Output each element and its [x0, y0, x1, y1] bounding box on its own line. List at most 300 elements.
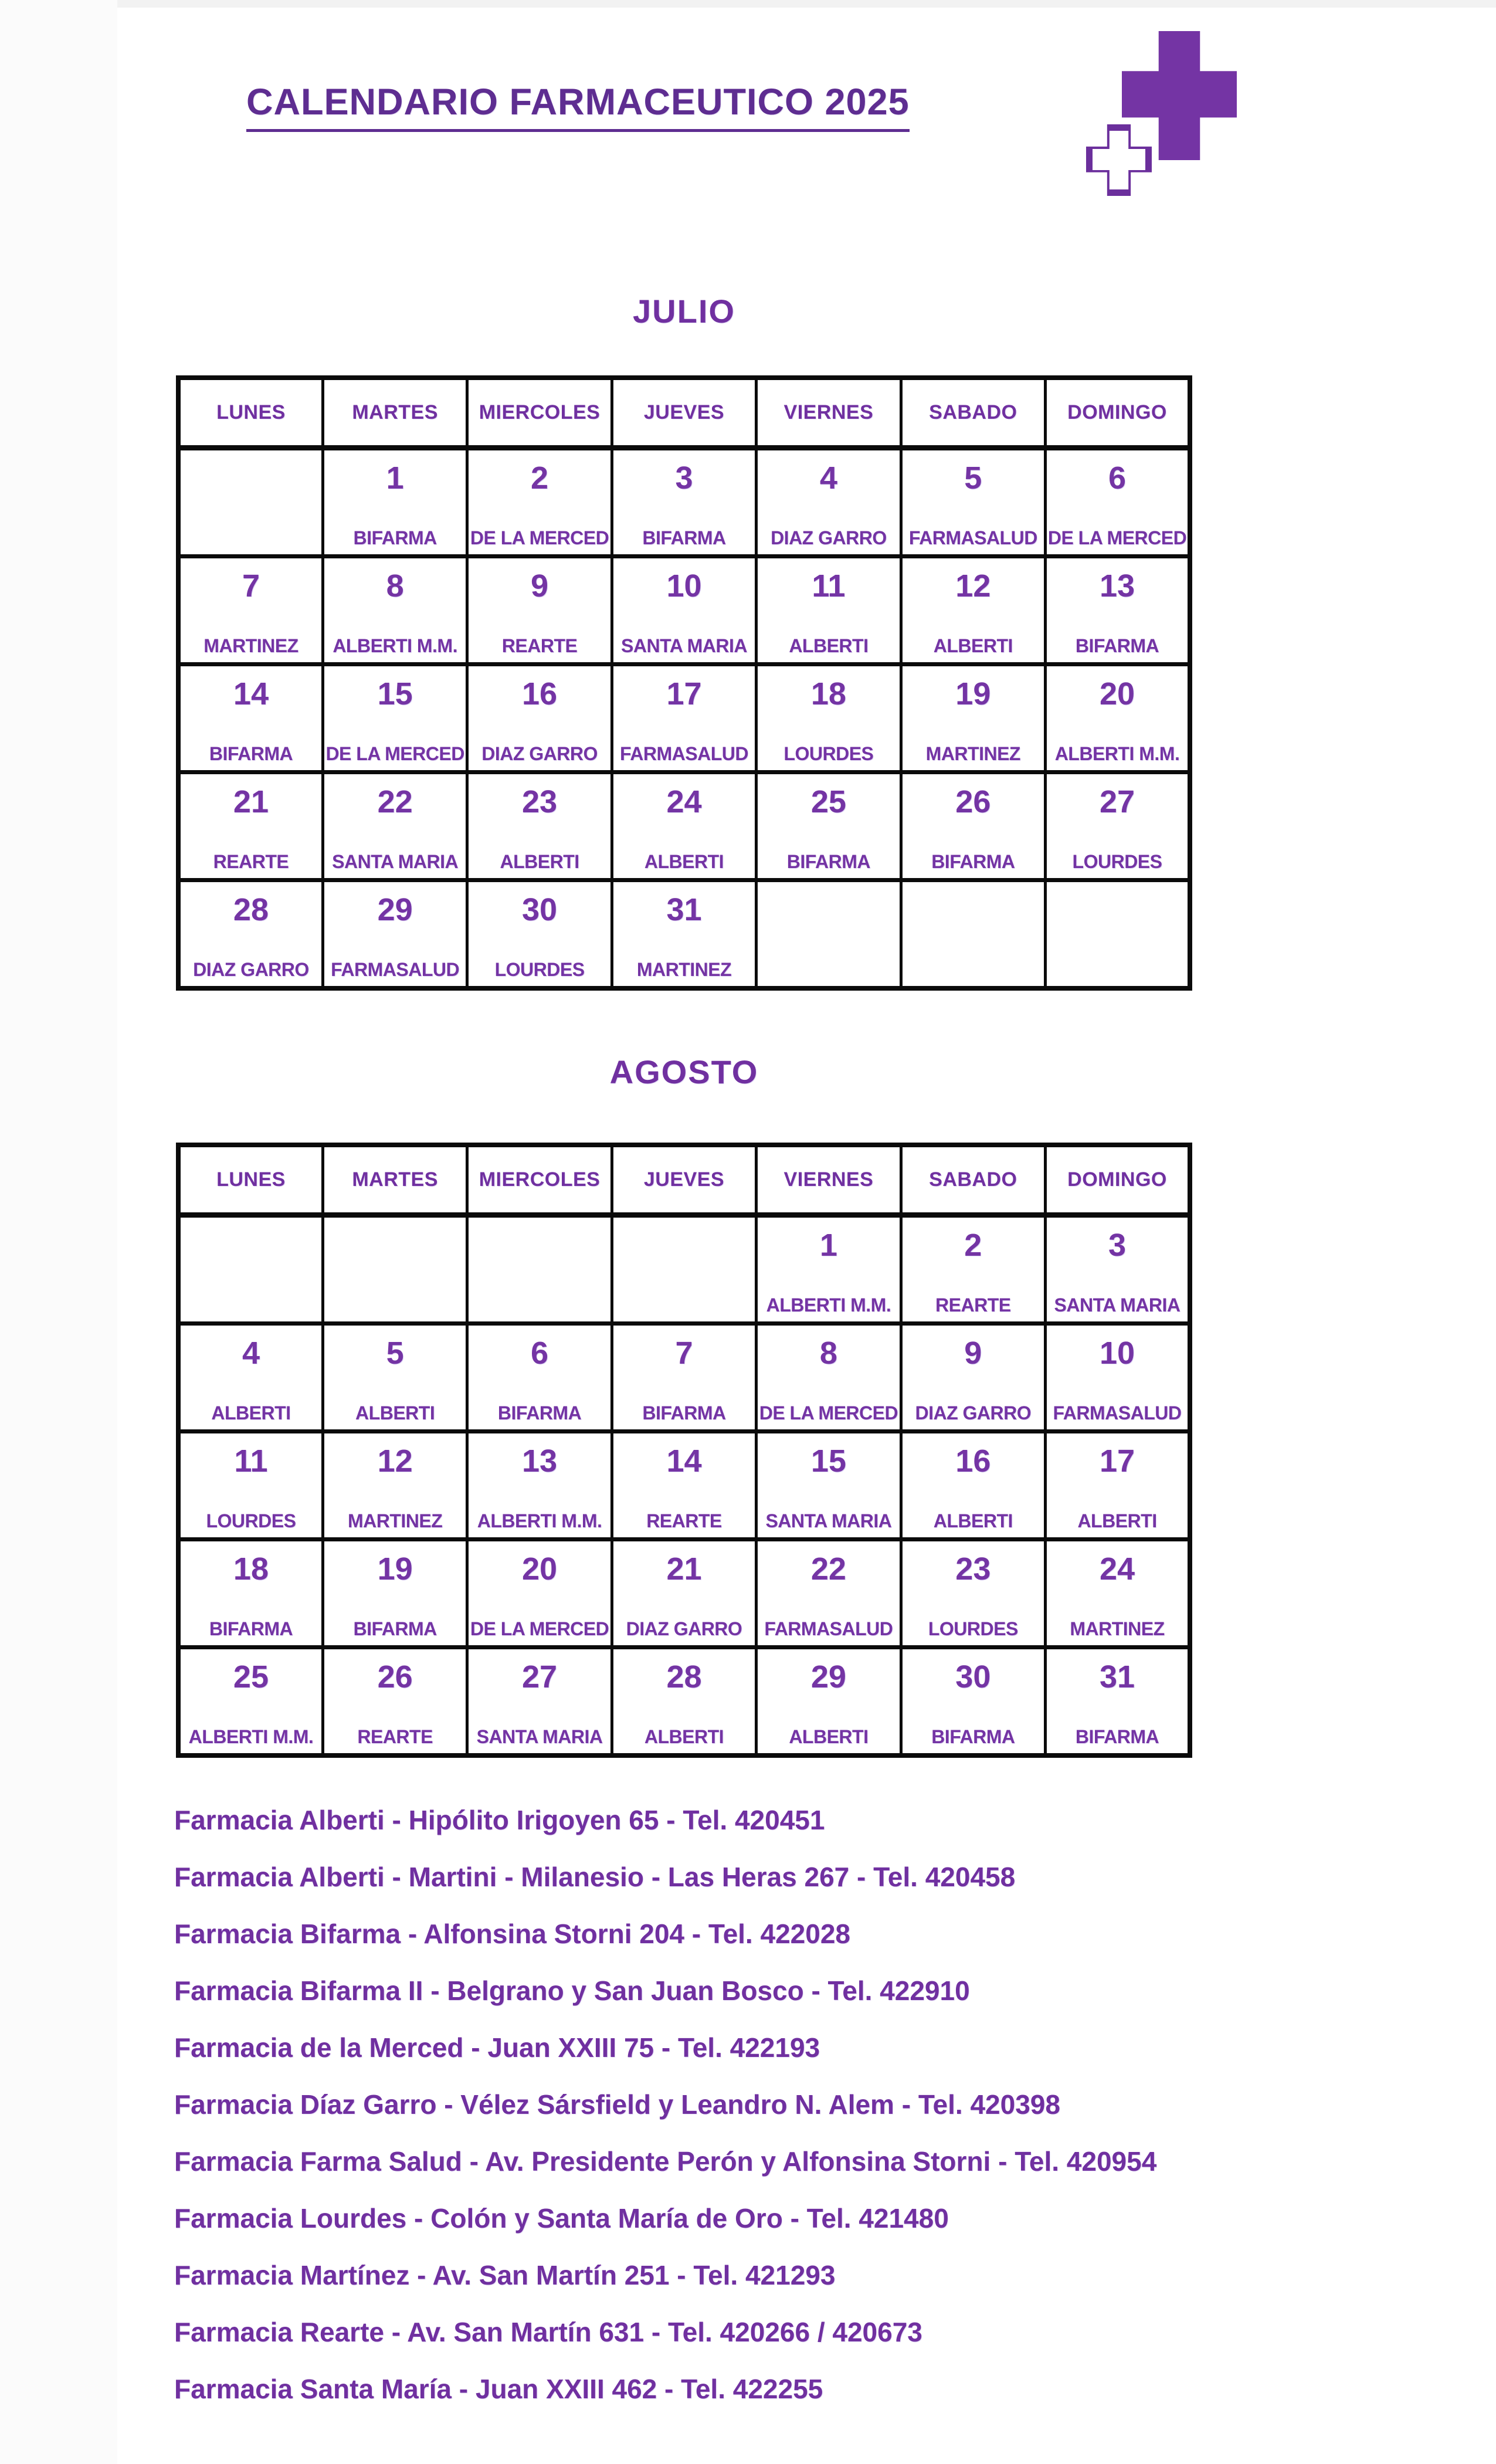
day-number: 31	[1099, 1659, 1135, 1694]
day-number: 9	[964, 1336, 982, 1371]
day-number: 23	[522, 784, 558, 819]
page-top-edge	[0, 0, 1496, 8]
day-cell	[612, 557, 756, 665]
day-cell-content	[613, 1541, 755, 1645]
day-cell	[757, 1324, 901, 1432]
day-number: 22	[810, 1551, 846, 1587]
day-number: 18	[233, 1551, 269, 1587]
day-cell	[612, 772, 756, 880]
pharmacy-list-item: Farmacia Alberti - Hipólito Irigoyen 65 - Tel. 420451	[174, 1805, 825, 1835]
day-cell	[1046, 1648, 1190, 1756]
day-cell	[757, 448, 901, 557]
pharmacy-name: MARTINEZ	[347, 1510, 443, 1531]
day-number: 31	[666, 892, 702, 927]
pharmacy-name: REARTE	[501, 635, 578, 656]
day-cell	[178, 1648, 323, 1756]
pharmacy-name: BIFARMA	[931, 851, 1015, 872]
day-cell	[467, 557, 612, 665]
pharmacy-name: SANTA MARIA	[476, 1726, 603, 1747]
day-number: 27	[522, 1659, 558, 1694]
day-cell-content	[469, 1649, 610, 1753]
day-cell-content	[181, 450, 321, 554]
day-cell	[612, 1648, 756, 1756]
pharmacy-name: REARTE	[357, 1726, 433, 1747]
day-number: 19	[955, 676, 991, 711]
pharmacy-list-item: Farmacia Santa María - Juan XXIII 462 - Tel. 422255	[174, 2374, 823, 2404]
week-row	[178, 880, 1190, 989]
day-cell-content	[903, 558, 1044, 662]
calendar-table-julio	[176, 375, 1192, 991]
day-cell	[323, 1324, 467, 1432]
day-cell-content	[469, 1326, 610, 1429]
day-cell	[612, 665, 756, 772]
calendar-table-agosto	[176, 1143, 1192, 1758]
week-row	[178, 557, 1190, 665]
empty-day-cell	[1046, 880, 1190, 989]
day-number: 10	[1099, 1336, 1135, 1371]
day-cell	[757, 557, 901, 665]
day-cell	[612, 1540, 756, 1648]
day-number: 24	[1099, 1551, 1135, 1587]
day-cell	[323, 1432, 467, 1540]
day-cell	[1046, 1432, 1190, 1540]
day-cell	[1046, 1540, 1190, 1648]
pharmacy-name: ALBERTI	[355, 1402, 435, 1424]
big-cross-fill	[1122, 31, 1237, 160]
empty-day-cell	[323, 1215, 467, 1324]
day-cell	[757, 772, 901, 880]
pharmacy-name: DIAZ GARRO	[481, 743, 598, 764]
day-cell-content	[1047, 1326, 1188, 1429]
day-number: 4	[819, 460, 837, 496]
day-cell-content	[758, 666, 899, 770]
day-cell-content	[903, 882, 1044, 986]
day-cell	[467, 1324, 612, 1432]
day-cell-content	[758, 1326, 899, 1429]
day-number: 21	[666, 1551, 702, 1587]
day-number: 8	[819, 1336, 837, 1371]
day-number: 28	[666, 1659, 702, 1694]
day-cell	[757, 1432, 901, 1540]
week-row	[178, 1432, 1190, 1540]
pharmacy-list	[174, 1792, 1156, 2418]
weekday-header: VIERNES	[757, 1145, 901, 1215]
day-number: 29	[810, 1659, 846, 1694]
pharmacy-name: DE LA MERCED	[470, 1618, 609, 1639]
day-number: 30	[522, 892, 558, 927]
pharmacy-name: ALBERTI M.M.	[766, 1294, 891, 1316]
day-cell	[901, 772, 1045, 880]
day-cell-content	[613, 558, 755, 662]
day-cell	[467, 1540, 612, 1648]
pharmacy-name: ALBERTI	[933, 1510, 1013, 1531]
day-number: 23	[955, 1551, 991, 1587]
pharmacy-name: BIFARMA	[1075, 635, 1159, 656]
weekday-header: MARTES	[323, 378, 467, 448]
day-cell-content	[181, 1649, 321, 1753]
day-number: 3	[1108, 1228, 1127, 1263]
weekday-header: MIERCOLES	[467, 1145, 612, 1215]
pharmacy-name: LOURDES	[206, 1510, 296, 1531]
day-number: 26	[377, 1659, 413, 1694]
day-cell	[1046, 1324, 1190, 1432]
day-number: 6	[1108, 460, 1127, 496]
day-cell-content	[181, 1541, 321, 1645]
day-cell	[757, 1648, 901, 1756]
weekday-header: DOMINGO	[1046, 1145, 1190, 1215]
day-cell	[467, 880, 612, 989]
day-cell	[323, 665, 467, 772]
pharmacy-name: DIAZ GARRO	[915, 1402, 1032, 1424]
pharmacy-name: SANTA MARIA	[1054, 1294, 1180, 1316]
pharmacy-name: BIFARMA	[353, 527, 437, 548]
pharmacy-name: DIAZ GARRO	[771, 527, 887, 548]
day-number: 4	[242, 1336, 260, 1371]
pharmacy-name: ALBERTI M.M.	[188, 1726, 314, 1747]
day-number: 14	[233, 676, 269, 711]
day-cell	[901, 557, 1045, 665]
day-cell-content	[324, 450, 466, 554]
day-cell-content	[1047, 1649, 1188, 1753]
day-cell-content	[181, 666, 321, 770]
day-cell-content	[324, 1326, 466, 1429]
day-cell	[1046, 665, 1190, 772]
day-cell	[178, 557, 323, 665]
day-cell-content	[758, 774, 899, 878]
day-number: 16	[522, 676, 558, 711]
day-cell	[901, 1648, 1045, 1756]
day-cell-content	[758, 1649, 899, 1753]
day-cell-content	[324, 666, 466, 770]
pharmacy-name: DIAZ GARRO	[626, 1618, 742, 1639]
day-number: 1	[386, 460, 404, 496]
day-cell-content	[469, 1541, 610, 1645]
pharmacy-name: MARTINEZ	[203, 635, 298, 656]
day-cell	[901, 665, 1045, 772]
day-cell-content	[758, 1541, 899, 1645]
pharmacy-name: ALBERTI M.M.	[477, 1510, 602, 1531]
pharmacy-name: BIFARMA	[786, 851, 871, 872]
day-cell	[467, 772, 612, 880]
pharmacy-list-item: Farmacia Martínez - Av. San Martín 251 - Tel. 421293	[174, 2260, 836, 2290]
pharmacy-name: FARMASALUD	[331, 959, 460, 980]
day-cell-content	[469, 1218, 610, 1321]
week-row	[178, 1648, 1190, 1756]
day-number: 14	[666, 1443, 702, 1479]
day-cell-content	[903, 1326, 1044, 1429]
pharmacy-name: DE LA MERCED	[325, 743, 464, 764]
day-cell-content	[613, 1326, 755, 1429]
pharmacy-name: SANTA MARIA	[332, 851, 459, 872]
day-number: 15	[377, 676, 413, 711]
empty-day-cell	[178, 1215, 323, 1324]
pharmacy-name: LOURDES	[1072, 851, 1162, 872]
day-cell	[757, 1540, 901, 1648]
day-cell-content	[324, 882, 466, 986]
day-cell-content	[613, 774, 755, 878]
pharmacy-name: REARTE	[646, 1510, 722, 1531]
day-number: 22	[377, 784, 413, 819]
day-number: 26	[955, 784, 991, 819]
day-cell	[323, 448, 467, 557]
pharmacy-name: FARMASALUD	[1053, 1402, 1182, 1424]
day-number: 18	[810, 676, 846, 711]
pharmacy-name: ALBERTI	[789, 635, 869, 656]
day-number: 5	[386, 1336, 404, 1371]
weekday-header: JUEVES	[612, 378, 756, 448]
day-cell-content	[613, 882, 755, 986]
pharmacy-name: LOURDES	[928, 1618, 1018, 1639]
day-number: 11	[812, 568, 846, 604]
day-cell-content	[1047, 1433, 1188, 1537]
small-cross-fill	[1093, 131, 1145, 189]
day-number: 16	[955, 1443, 991, 1479]
month-title-julio: JULIO	[633, 293, 735, 330]
day-number: 30	[955, 1659, 991, 1694]
weekday-header: SABADO	[901, 378, 1045, 448]
pharmacy-name: ALBERTI M.M.	[1054, 743, 1180, 764]
pharmacy-name: ALBERTI	[211, 1402, 291, 1424]
day-cell	[901, 1324, 1045, 1432]
day-cell	[1046, 772, 1190, 880]
pharmacy-name: MARTINEZ	[1070, 1618, 1165, 1639]
pharmacy-list-item: Farmacia Lourdes - Colón y Santa María de Oro - Tel. 421480	[174, 2203, 949, 2233]
pharmacy-list-item: Farmacia Bifarma - Alfonsina Storni 204 - Tel. 422028	[174, 1919, 850, 1949]
week-row	[178, 772, 1190, 880]
pharmacy-name: BIFARMA	[209, 743, 293, 764]
day-cell	[901, 1540, 1045, 1648]
day-cell	[612, 1432, 756, 1540]
pharmacy-name: ALBERTI	[789, 1726, 869, 1747]
day-cell	[178, 1432, 323, 1540]
small-pharmacy-cross-icon	[1086, 124, 1152, 196]
day-cell-content	[324, 1218, 466, 1321]
day-number: 20	[1099, 676, 1135, 711]
weekday-header-row	[178, 378, 1190, 448]
pharmacy-name: MARTINEZ	[925, 743, 1020, 764]
weekday-header: LUNES	[178, 378, 323, 448]
pharmacy-name: FARMASALUD	[764, 1618, 893, 1639]
day-number: 2	[964, 1228, 982, 1263]
pharmacy-name: DE LA MERCED	[1047, 527, 1187, 548]
week-row	[178, 1215, 1190, 1324]
day-cell-content	[469, 450, 610, 554]
day-cell	[612, 1324, 756, 1432]
weekday-header: DOMINGO	[1046, 378, 1190, 448]
day-cell	[323, 557, 467, 665]
day-cell	[901, 1215, 1045, 1324]
day-cell-content	[469, 882, 610, 986]
day-cell-content	[903, 774, 1044, 878]
day-cell-content	[613, 666, 755, 770]
day-cell-content	[181, 1218, 321, 1321]
day-number: 12	[955, 568, 991, 604]
day-cell	[757, 1215, 901, 1324]
day-number: 13	[522, 1443, 558, 1479]
day-number: 29	[377, 892, 413, 927]
day-number: 12	[377, 1443, 413, 1479]
day-cell-content	[181, 1326, 321, 1429]
day-cell-content	[1047, 882, 1188, 986]
day-cell	[1046, 1215, 1190, 1324]
day-cell-content	[758, 1218, 899, 1321]
pharmacy-name: REARTE	[935, 1294, 1011, 1316]
day-cell-content	[613, 1218, 755, 1321]
pharmacy-name: BIFARMA	[497, 1402, 582, 1424]
pharmacy-name: SANTA MARIA	[765, 1510, 892, 1531]
week-row	[178, 448, 1190, 557]
empty-day-cell	[612, 1215, 756, 1324]
day-cell-content	[758, 1433, 899, 1537]
pharmacy-name: REARTE	[213, 851, 289, 872]
day-cell	[178, 665, 323, 772]
pharmacy-name: BIFARMA	[1075, 1726, 1159, 1747]
pharmacy-name: SANTA MARIA	[621, 635, 747, 656]
pharmacy-list-item: Farmacia de la Merced - Juan XXIII 75 - Tel. 422193	[174, 2032, 820, 2063]
day-cell	[1046, 448, 1190, 557]
day-number: 8	[386, 568, 404, 604]
day-cell	[178, 880, 323, 989]
day-cell-content	[469, 1433, 610, 1537]
empty-day-cell	[178, 448, 323, 557]
pharmacy-name: FARMASALUD	[619, 743, 748, 764]
day-cell-content	[324, 774, 466, 878]
day-cell-content	[324, 558, 466, 662]
day-cell-content	[613, 450, 755, 554]
day-number: 15	[810, 1443, 846, 1479]
day-cell-content	[613, 1649, 755, 1753]
pharmacy-name: BIFARMA	[931, 1726, 1015, 1747]
day-cell	[467, 448, 612, 557]
weekday-header: VIERNES	[757, 378, 901, 448]
day-number: 5	[964, 460, 982, 496]
day-number: 2	[531, 460, 549, 496]
day-cell-content	[903, 1433, 1044, 1537]
day-cell-content	[181, 882, 321, 986]
day-cell-content	[1047, 1218, 1188, 1321]
day-number: 9	[531, 568, 549, 604]
week-row	[178, 1540, 1190, 1648]
day-cell-content	[181, 558, 321, 662]
day-number: 10	[666, 568, 702, 604]
day-number: 19	[377, 1551, 413, 1587]
day-number: 7	[242, 568, 260, 604]
day-number: 17	[666, 676, 702, 711]
day-cell-content	[903, 1218, 1044, 1321]
day-cell-content	[758, 882, 899, 986]
day-cell	[323, 880, 467, 989]
empty-day-cell	[757, 880, 901, 989]
pharmacy-name: ALBERTI M.M.	[333, 635, 457, 656]
day-cell-content	[469, 666, 610, 770]
day-number: 24	[666, 784, 702, 819]
day-cell-content	[1047, 774, 1188, 878]
pharmacy-name: MARTINEZ	[636, 959, 732, 980]
day-cell-content	[1047, 666, 1188, 770]
day-number: 17	[1099, 1443, 1135, 1479]
big-pharmacy-cross-icon	[1115, 25, 1243, 167]
day-number: 3	[675, 460, 693, 496]
header	[246, 81, 910, 132]
pharmacy-name: DIAZ GARRO	[193, 959, 309, 980]
day-cell-content	[903, 1649, 1044, 1753]
day-cell	[757, 665, 901, 772]
day-number: 1	[819, 1228, 837, 1263]
day-cell-content	[324, 1433, 466, 1537]
day-number: 27	[1099, 784, 1135, 819]
day-cell-content	[903, 666, 1044, 770]
day-cell	[323, 1648, 467, 1756]
day-cell-content	[181, 774, 321, 878]
weekday-header: MIERCOLES	[467, 378, 612, 448]
pharmacy-name: BIFARMA	[353, 1618, 437, 1639]
day-cell	[178, 1324, 323, 1432]
pharmacy-list-item: Farmacia Farma Salud - Av. Presidente Perón y Alfonsina Storni - Tel. 420954	[174, 2146, 1157, 2177]
day-number: 11	[234, 1443, 268, 1479]
pharmacy-name: LOURDES	[494, 959, 585, 980]
week-row	[178, 665, 1190, 772]
page-title: CALENDARIO FARMACEUTICO 2025	[246, 81, 910, 132]
day-cell	[467, 665, 612, 772]
day-cell-content	[903, 1541, 1044, 1645]
week-row	[178, 1324, 1190, 1432]
day-number: 25	[810, 784, 846, 819]
empty-day-cell	[901, 880, 1045, 989]
weekday-header: MARTES	[323, 1145, 467, 1215]
page-left-margin	[0, 0, 117, 2464]
day-cell	[612, 880, 756, 989]
pharmacy-name: ALBERTI	[1077, 1510, 1157, 1531]
month-title-agosto: AGOSTO	[609, 1053, 759, 1090]
day-cell	[178, 1540, 323, 1648]
pharmacy-name: FARMASALUD	[908, 527, 1037, 548]
day-cell	[178, 772, 323, 880]
day-cell-content	[1047, 1541, 1188, 1645]
pharmacy-list-item: Farmacia Alberti - Martini - Milanesio - Las Heras 267 - Tel. 420458	[174, 1862, 1016, 1892]
pharmacy-name: BIFARMA	[642, 527, 726, 548]
day-number: 28	[233, 892, 269, 927]
day-number: 6	[531, 1336, 549, 1371]
pharmacy-name: LOURDES	[783, 743, 874, 764]
day-cell-content	[1047, 450, 1188, 554]
day-cell	[467, 1648, 612, 1756]
pharmacy-name: ALBERTI	[644, 851, 724, 872]
pharmacy-list-item: Farmacia Bifarma II - Belgrano y San Juan Bosco - Tel. 422910	[174, 1975, 970, 2006]
day-cell	[612, 448, 756, 557]
day-number: 7	[675, 1336, 693, 1371]
day-cell-content	[758, 450, 899, 554]
empty-day-cell	[467, 1215, 612, 1324]
day-cell-content	[1047, 558, 1188, 662]
pharmacy-name: ALBERTI	[644, 1726, 724, 1747]
pharmacy-name: DE LA MERCED	[759, 1402, 898, 1424]
day-cell-content	[324, 1541, 466, 1645]
day-cell-content	[903, 450, 1044, 554]
day-number: 21	[233, 784, 269, 819]
day-number: 13	[1099, 568, 1135, 604]
pharmacy-list-item: Farmacia Rearte - Av. San Martín 631 - Tel. 420266 / 420673	[174, 2317, 922, 2347]
pharmacy-cross-logo	[1086, 25, 1246, 202]
day-cell	[323, 1540, 467, 1648]
day-cell-content	[613, 1433, 755, 1537]
day-number: 25	[233, 1659, 269, 1694]
weekday-header: LUNES	[178, 1145, 323, 1215]
day-cell	[901, 448, 1045, 557]
pharmacy-name: BIFARMA	[642, 1402, 726, 1424]
weekday-header-row	[178, 1145, 1190, 1215]
day-cell	[323, 772, 467, 880]
day-cell	[467, 1432, 612, 1540]
